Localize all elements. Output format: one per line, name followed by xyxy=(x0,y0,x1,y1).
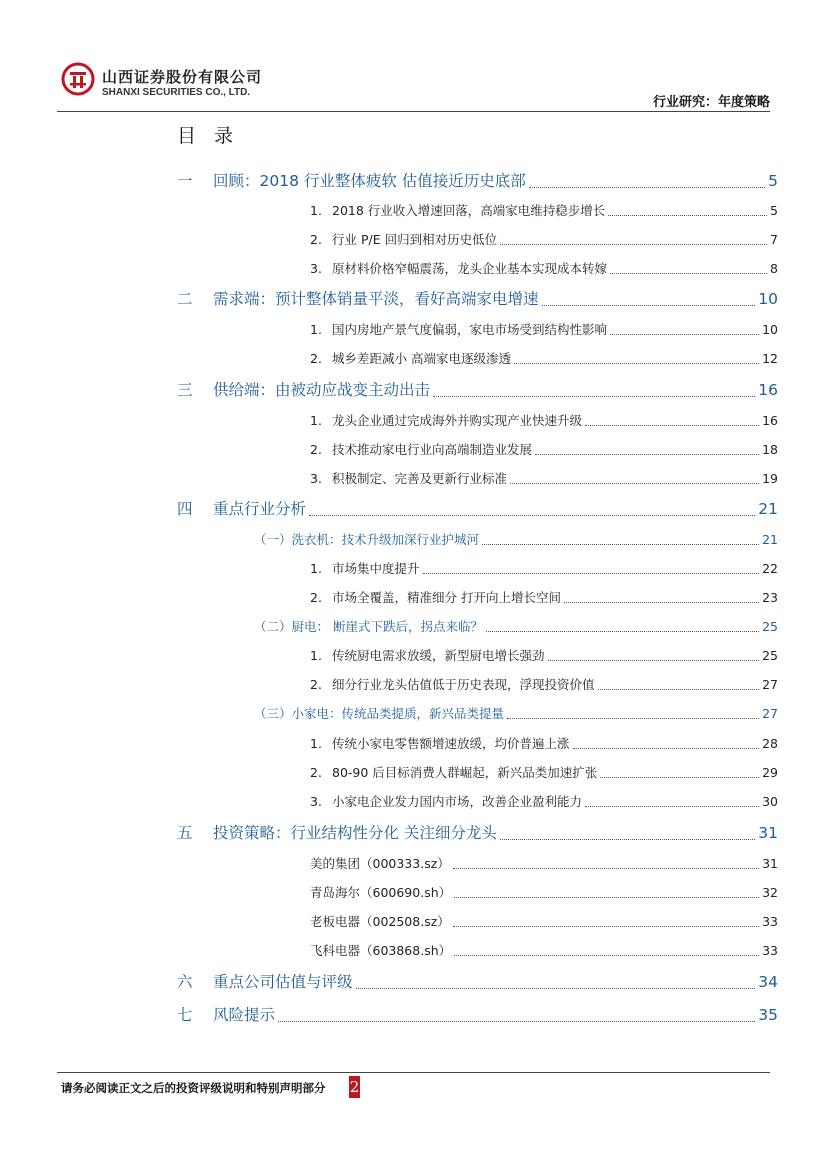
toc-leader xyxy=(454,897,759,898)
toc-number: 2. xyxy=(310,590,322,605)
toc-leader xyxy=(507,718,759,719)
toc-title-text: 市场集中度提升 xyxy=(332,561,420,576)
toc-title-text: 美的集团（000333.sz） xyxy=(310,856,450,871)
toc-entry-level2[interactable] xyxy=(310,559,778,579)
toc-page: 30 xyxy=(762,794,778,809)
toc-entry-subsection[interactable] xyxy=(254,704,778,724)
toc-page: 33 xyxy=(762,914,778,929)
header-divider xyxy=(57,111,770,112)
toc-page: 21 xyxy=(758,500,778,518)
toc-entry-level2[interactable] xyxy=(310,734,778,754)
toc-leader xyxy=(514,363,759,364)
toc-leader xyxy=(278,1021,755,1022)
toc-number: 三 xyxy=(177,381,193,399)
toc-leader xyxy=(529,187,765,188)
report-type: 行业研究：年度策略 xyxy=(652,95,770,110)
toc-title-text: 小家电企业发力国内市场，改善企业盈利能力 xyxy=(332,794,583,809)
toc-number: 五 xyxy=(177,824,193,842)
toc-leader xyxy=(500,839,755,840)
page-number: 2 xyxy=(349,1078,360,1096)
toc-page: 22 xyxy=(762,561,778,576)
toc-entry-level2[interactable] xyxy=(310,320,778,340)
toc-leader xyxy=(600,777,759,778)
toc-title-text: 龙头企业通过完成海外并购实现产业快速升级 xyxy=(332,413,583,428)
toc-page: 10 xyxy=(762,322,778,337)
toc-leader xyxy=(453,868,759,869)
toc-leader xyxy=(585,425,759,426)
toc-entry-level1[interactable] xyxy=(177,287,778,311)
toc-entry-company[interactable] xyxy=(310,912,778,932)
toc-title-text: 积极制定、完善及更新行业标准 xyxy=(332,471,508,486)
toc-leader xyxy=(548,660,760,661)
toc-leader xyxy=(573,748,760,749)
toc-title-text: （二）厨电： 断崖式下跌后，拐点来临？ xyxy=(254,619,483,634)
toc-number: 六 xyxy=(177,973,193,991)
toc-leader xyxy=(433,396,755,397)
toc-entry-subsection[interactable] xyxy=(254,617,778,637)
toc-leader xyxy=(453,926,759,927)
toc-number: 3. xyxy=(310,261,322,276)
toc-title: 目 录 xyxy=(177,125,240,147)
toc-page: 33 xyxy=(762,943,778,958)
company-name-en: SHANXI SECURITIES CO., LTD. xyxy=(102,87,251,98)
toc-entry-level2[interactable] xyxy=(310,411,778,431)
toc-title-text: 技术推动家电行业向高端制造业发展 xyxy=(332,442,533,457)
toc-number: 四 xyxy=(177,500,193,518)
toc-number: 1. xyxy=(310,736,322,751)
toc-title-text: 2018 行业收入增速回落，高端家电维持稳步增长 xyxy=(332,203,606,218)
toc-leader xyxy=(309,515,755,516)
toc-entry-level2[interactable] xyxy=(310,349,778,369)
footer-divider xyxy=(57,1072,770,1073)
toc-entry-level1[interactable] xyxy=(177,970,778,994)
toc-entry-level2[interactable] xyxy=(310,588,778,608)
toc-page: 12 xyxy=(762,351,778,366)
toc-title-text: 重点公司估值与评级 xyxy=(213,973,353,991)
toc-entry-company[interactable] xyxy=(310,854,778,874)
toc-page: 27 xyxy=(762,706,778,721)
toc-page: 5 xyxy=(768,172,778,190)
toc-page: 31 xyxy=(758,824,778,842)
toc-title-text: 供给端：由被动应战变主动出击 xyxy=(213,381,431,399)
toc-entry-level2[interactable] xyxy=(310,201,778,221)
toc-title-text: 传统厨电需求放缓，新型厨电增长强劲 xyxy=(332,648,545,663)
toc-page: 23 xyxy=(762,590,778,605)
toc-number: 3. xyxy=(310,794,322,809)
toc-title-text: 飞科电器（603868.sh） xyxy=(310,943,452,958)
toc-page: 8 xyxy=(770,261,778,276)
toc-number: 二 xyxy=(177,290,193,308)
toc-entry-level2[interactable] xyxy=(310,646,778,666)
toc-title-text: 80-90 后目标消费人群崛起，新兴品类加速扩张 xyxy=(332,765,598,780)
toc-page: 10 xyxy=(758,290,778,308)
toc-title-text: 回顾：2018 行业整体疲软 估值接近历史底部 xyxy=(213,172,526,190)
toc-entry-level2[interactable] xyxy=(310,230,778,250)
toc-page: 18 xyxy=(762,442,778,457)
toc-page: 5 xyxy=(770,203,778,218)
toc-title-text: 传统小家电零售额增速放缓，均价普遍上涨 xyxy=(332,736,570,751)
toc-number: 2. xyxy=(310,765,322,780)
toc-leader xyxy=(454,955,759,956)
toc-number: 1. xyxy=(310,413,322,428)
toc-number: 1. xyxy=(310,322,322,337)
toc-entry-level2[interactable] xyxy=(310,440,778,460)
toc-number: 3. xyxy=(310,471,322,486)
toc-title-text: 需求端：预计整体销量平淡，看好高端家电增速 xyxy=(213,290,539,308)
toc-entry-level1[interactable] xyxy=(177,821,778,845)
toc-leader xyxy=(486,631,759,632)
toc-leader xyxy=(608,215,767,216)
toc-leader xyxy=(610,334,759,335)
toc-leader xyxy=(482,544,759,545)
toc-number: 2. xyxy=(310,232,322,247)
toc-number: 1. xyxy=(310,561,322,576)
toc-title-text: 市场全覆盖，精准细分 打开向上增长空间 xyxy=(332,590,561,605)
toc-leader xyxy=(564,602,759,603)
toc-page: 34 xyxy=(758,973,778,991)
toc-page: 25 xyxy=(762,648,778,663)
toc-title-text: 细分行业龙头估值低于历史表现，浮现投资价值 xyxy=(332,677,595,692)
toc-number: 1. xyxy=(310,203,322,218)
toc-title-text: 青岛海尔（600690.sh） xyxy=(310,885,452,900)
toc-entry-level2[interactable] xyxy=(310,259,778,279)
toc-entry-level2[interactable] xyxy=(310,763,778,783)
toc-entry-level1[interactable] xyxy=(177,169,778,193)
toc-number: 2. xyxy=(310,351,322,366)
toc-number: 七 xyxy=(177,1006,193,1024)
company-name-cn: 山西证券股份有限公司 xyxy=(102,68,263,86)
toc-entry-level1[interactable] xyxy=(177,1003,778,1027)
toc-page: 16 xyxy=(762,413,778,428)
toc-leader xyxy=(535,454,759,455)
toc-title-text: （三）小家电：传统品类提质，新兴品类提量 xyxy=(254,706,505,721)
toc-page: 25 xyxy=(762,619,778,634)
toc-page: 31 xyxy=(762,856,778,871)
toc-leader xyxy=(500,244,767,245)
toc-page: 32 xyxy=(762,885,778,900)
toc-leader xyxy=(356,988,756,989)
toc-entry-company[interactable] xyxy=(310,941,778,961)
toc-page: 19 xyxy=(762,471,778,486)
toc-title-text: 城乡差距减小 高端家电逐级渗透 xyxy=(332,351,511,366)
toc-title-text: 风险提示 xyxy=(213,1006,276,1024)
toc-number: 2. xyxy=(310,442,322,457)
footer-disclaimer: 请务必阅读正文之后的投资评级说明和特别声明部分 xyxy=(61,1081,326,1095)
toc-leader xyxy=(610,273,767,274)
toc-leader xyxy=(598,689,760,690)
company-logo-icon xyxy=(61,62,95,96)
toc-page: 28 xyxy=(762,736,778,751)
toc-entry-level1[interactable] xyxy=(177,378,778,402)
toc-number: 2. xyxy=(310,677,322,692)
toc-page: 27 xyxy=(762,677,778,692)
toc-number: 1. xyxy=(310,648,322,663)
toc-title-text: 投资策略：行业结构性分化 关注细分龙头 xyxy=(213,824,497,842)
toc-page: 29 xyxy=(762,765,778,780)
toc-entry-level2[interactable] xyxy=(310,675,778,695)
toc-leader xyxy=(585,806,759,807)
toc-leader xyxy=(542,305,756,306)
toc-title-text: 行业 P/E 回归到相对历史低位 xyxy=(332,232,498,247)
toc-number: 一 xyxy=(177,172,193,190)
toc-title-text: 重点行业分析 xyxy=(213,500,307,518)
toc-title-text: 原材料价格窄幅震荡，龙头企业基本实现成本转嫁 xyxy=(332,261,608,276)
toc-title-text: 国内房地产景气度偏弱，家电市场受到结构性影响 xyxy=(332,322,608,337)
toc-leader xyxy=(423,573,760,574)
toc-entry-subsection[interactable] xyxy=(254,530,778,550)
toc-page: 35 xyxy=(758,1006,778,1024)
toc-page: 21 xyxy=(762,532,778,547)
toc-entry-level1[interactable] xyxy=(177,497,778,521)
toc-page: 7 xyxy=(770,232,778,247)
toc-entry-level2[interactable] xyxy=(310,792,778,812)
toc-title-text: 老板电器（002508.sz） xyxy=(310,914,450,929)
toc-page: 16 xyxy=(758,381,778,399)
toc-entry-level2[interactable] xyxy=(310,469,778,489)
toc-title-text: （一）洗衣机：技术升级加深行业护城河 xyxy=(254,532,480,547)
toc-leader xyxy=(510,483,759,484)
toc-entry-company[interactable] xyxy=(310,883,778,903)
